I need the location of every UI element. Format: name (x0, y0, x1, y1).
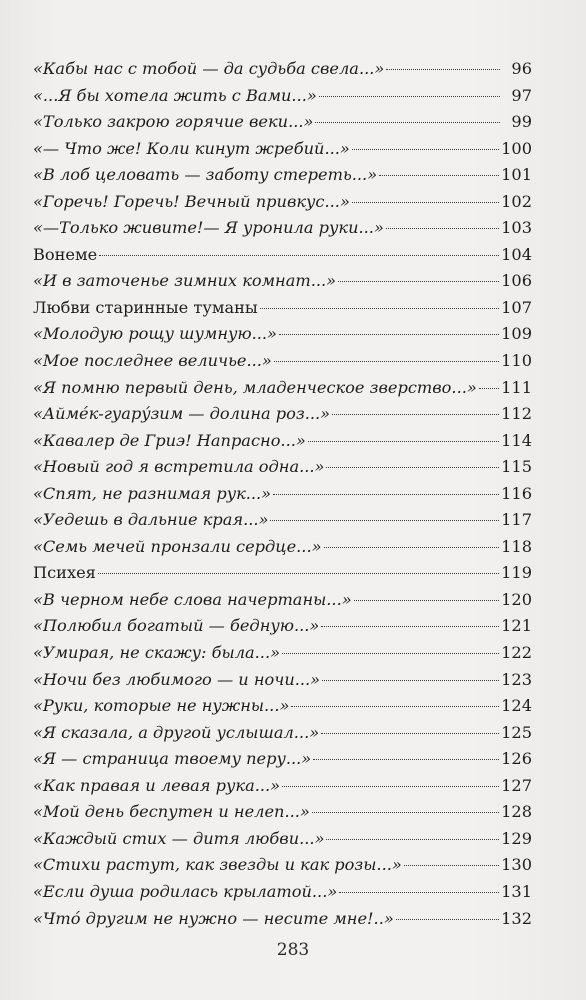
toc-entry (33, 242, 532, 269)
entry-title: «Аймéк-гуарýзим — долина роз...» (33, 404, 331, 424)
toc-entry (33, 773, 532, 800)
table-of-contents (33, 56, 532, 932)
toc-entry (33, 879, 532, 906)
dot-leader (404, 865, 499, 866)
entry-title: «Руки, которые не нужны...» (33, 696, 290, 716)
dot-leader (273, 494, 499, 495)
entry-title: «Я — страница твоему перу...» (33, 749, 312, 769)
entry-title: «Стихи растут, как звезды и как розы...» (33, 855, 402, 875)
entry-title: «Ночи без любимого — и ночи...» (33, 669, 321, 689)
dot-leader (332, 414, 499, 415)
entry-title: «Семь мечей пронзали сердце...» (33, 536, 322, 556)
entry-title: «Кавалер де Гриэ! Напрасно...» (33, 430, 306, 450)
toc-entry (33, 481, 532, 508)
dot-leader (354, 600, 499, 601)
entry-page-number: 122 (501, 643, 532, 663)
dot-leader (479, 388, 499, 389)
entry-page-number: 121 (501, 616, 532, 636)
dot-leader (315, 122, 500, 123)
entry-title: «Только закрою горячие веки...» (33, 112, 314, 132)
dot-leader (279, 334, 499, 335)
toc-entry (33, 428, 532, 455)
toc-entry (33, 401, 532, 428)
entry-page-number: 110 (501, 351, 532, 371)
toc-entry (33, 587, 532, 614)
toc-entry (33, 136, 532, 163)
toc-entry (33, 560, 532, 587)
toc-entry (33, 268, 532, 295)
toc-entry (33, 348, 532, 375)
entry-page-number: 129 (501, 828, 532, 848)
dot-leader (312, 812, 499, 813)
toc-entry (33, 799, 532, 826)
entry-page-number: 114 (501, 430, 532, 450)
entry-title: «— Что же! Коли кинут жребий...» (33, 138, 350, 158)
entry-page-number: 97 (511, 85, 532, 105)
entry-title: «Кабы нас с тобой — да судьба свела...» (33, 59, 385, 78)
dot-leader (270, 520, 499, 521)
entry-title: «Умирая, не скажу: была...» (33, 643, 280, 663)
dot-leader (99, 255, 499, 256)
toc-entry (33, 720, 532, 747)
entry-title: «...Я бы хотела жить с Вами...» (33, 85, 317, 105)
entry-page-number: 104 (501, 244, 532, 264)
entry-page-number: 109 (501, 324, 532, 344)
entry-title: «—Только живите!— Я уронила руки...» (33, 218, 384, 238)
entry-title: «Что́ другим не нужно — несите мне!..» (33, 908, 394, 928)
entry-title: «Каждый стих — дитя любви...» (33, 828, 325, 848)
dot-leader (319, 96, 500, 97)
entry-title: «Как правая и левая рука...» (33, 775, 281, 795)
entry-title: «Если душа родилась крылатой...» (33, 881, 338, 901)
toc-entry (33, 321, 532, 348)
entry-page-number: 102 (501, 191, 532, 211)
entry-title: «Я помню первый день, младенческое зверство...» (33, 377, 477, 397)
entry-page-number: 103 (501, 218, 532, 238)
toc-entry (33, 746, 532, 773)
entry-page-number: 115 (501, 457, 532, 477)
entry-page-number: 125 (501, 722, 532, 742)
entry-page-number: 117 (501, 510, 532, 530)
entry-page-number: 99 (511, 112, 532, 132)
entry-title: «Молодую рощу шумную...» (33, 324, 277, 344)
dot-leader (386, 69, 500, 70)
toc-entry (33, 852, 532, 879)
dot-leader (282, 786, 499, 787)
toc-entry (33, 667, 532, 694)
entry-page-number: 131 (501, 881, 532, 901)
entry-title: Любви старинные туманы (33, 297, 258, 317)
entry-page-number: 130 (501, 855, 532, 875)
toc-entry (33, 640, 532, 667)
dot-leader (396, 919, 499, 920)
entry-page-number: 120 (501, 589, 532, 609)
dot-leader (326, 839, 499, 840)
toc-entry (33, 507, 532, 534)
entry-title: «Уедешь в дальние края...» (33, 510, 269, 530)
dot-leader (386, 228, 499, 229)
page-number: 283 (276, 940, 310, 960)
toc-entry (33, 83, 532, 110)
dot-leader (98, 573, 499, 574)
entry-title: «Новый год я встретила одна...» (33, 457, 325, 477)
dot-leader (282, 653, 499, 654)
entry-page-number: 119 (501, 563, 532, 583)
dot-leader (322, 680, 499, 681)
entry-title: «Мое последнее величье...» (33, 351, 272, 371)
dot-leader (291, 706, 499, 707)
dot-leader (379, 175, 499, 176)
entry-title: «В черном небе слова начертаны...» (33, 589, 352, 609)
entry-page-number: 96 (511, 59, 532, 78)
toc-entry (33, 826, 532, 853)
dot-leader (338, 281, 499, 282)
entry-title: Вонеме (33, 244, 98, 264)
dot-leader (339, 892, 499, 893)
toc-entry (33, 215, 532, 242)
entry-page-number: 101 (501, 165, 532, 185)
entry-page-number: 118 (501, 536, 532, 556)
entry-page-number: 116 (501, 483, 532, 503)
entry-title: «И в заточенье зимних комнат...» (33, 271, 337, 291)
entry-title: Психея (33, 563, 96, 583)
entry-page-number: 128 (501, 802, 532, 822)
toc-entry (33, 109, 532, 136)
toc-entry (33, 534, 532, 561)
dot-leader (260, 308, 499, 309)
toc-entry (33, 189, 532, 216)
entry-title: «Я сказала, а другой услышал...» (33, 722, 320, 742)
entry-title: «Горечь! Горечь! Вечный привкус...» (33, 191, 350, 211)
entry-page-number: 106 (501, 271, 532, 291)
dot-leader (352, 149, 499, 150)
entry-page-number: 126 (501, 749, 532, 769)
entry-title: «В лоб целовать — заботу стереть...» (33, 165, 378, 185)
entry-title: «Спят, не разнимая рук...» (33, 483, 272, 503)
entry-page-number: 111 (501, 377, 532, 397)
entry-page-number: 107 (501, 297, 532, 317)
toc-entry (33, 162, 532, 189)
entry-page-number: 127 (501, 775, 532, 795)
entry-page-number: 124 (501, 696, 532, 716)
dot-leader (313, 759, 499, 760)
entry-page-number: 123 (501, 669, 532, 689)
toc-entry (33, 454, 532, 481)
toc-entry (33, 906, 532, 933)
dot-leader (321, 733, 499, 734)
toc-entry (33, 613, 532, 640)
entry-title: «Полюбил богатый — бедную...» (33, 616, 320, 636)
dot-leader (274, 361, 499, 362)
dot-leader (324, 547, 500, 548)
toc-entry (33, 295, 532, 322)
dot-leader (321, 626, 499, 627)
dot-leader (308, 441, 499, 442)
dot-leader (326, 467, 499, 468)
toc-entry (33, 375, 532, 402)
toc-entry (33, 693, 532, 720)
toc-entry (33, 56, 532, 83)
entry-title: «Мой день беспутен и нелеп...» (33, 802, 310, 822)
entry-page-number: 132 (501, 908, 532, 928)
entry-page-number: 112 (501, 404, 532, 424)
dot-leader (352, 202, 499, 203)
entry-page-number: 100 (501, 138, 532, 158)
